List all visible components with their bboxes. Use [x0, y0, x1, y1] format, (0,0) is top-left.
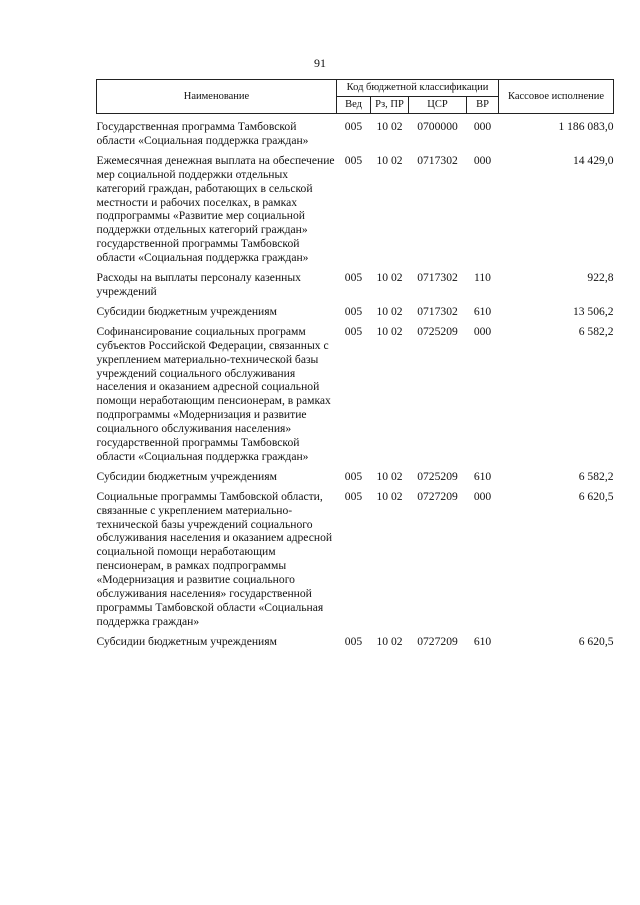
header-ved: Вед — [337, 97, 371, 114]
row-vr: 000 — [473, 153, 492, 167]
row-name: Субсидии бюджетным учреждениям — [96, 469, 277, 483]
budget-table — [96, 79, 614, 655]
row-amount: 6 620,5 — [578, 489, 614, 503]
row-vr: 000 — [473, 120, 492, 133]
row-name: Социальные программы Тамбовской области, связанные с укреплением материально-технической базы учреждений социального обслуживания населения и оказанием адресной социальной помощи неработающим пенсионерам, в рамках подпрограммы «Модернизация и развитие социального обслуживания населения» государственной программы Тамбовской области «Социальная поддержка граждан» — [96, 489, 333, 628]
row-csr: 0727209 — [417, 634, 458, 648]
row-ved: 005 — [344, 153, 363, 167]
row-rzpr: 10 02 — [376, 489, 403, 503]
row-vr: 000 — [473, 489, 492, 503]
table-row — [97, 271, 614, 305]
row-amount: 13 506,2 — [572, 304, 614, 318]
table-row — [97, 305, 614, 325]
header-code-group: Код бюджетной классификации — [337, 80, 499, 97]
row-rzpr: 10 02 — [376, 304, 403, 318]
row-amount: 922,8 — [587, 271, 614, 285]
page-number: 91 — [314, 56, 326, 70]
header-name: Наименование — [97, 80, 337, 114]
row-vr: 000 — [473, 324, 492, 338]
row-ved: 005 — [344, 304, 363, 318]
row-csr: 0717302 — [417, 304, 458, 318]
row-name: Субсидии бюджетным учреждениям — [96, 304, 277, 318]
table-row — [97, 635, 614, 655]
row-name: Государственная программа Тамбовской области «Социальная поддержка граждан» — [96, 120, 309, 147]
header-amount: Кассовое исполнение — [499, 80, 614, 114]
table-row — [97, 490, 614, 635]
row-vr: 610 — [473, 304, 492, 318]
row-vr: 610 — [473, 469, 492, 483]
row-rzpr: 10 02 — [376, 634, 403, 648]
row-ved: 005 — [344, 271, 363, 285]
row-csr: 0717302 — [417, 271, 458, 285]
row-csr: 0700000 — [417, 120, 458, 133]
row-rzpr: 10 02 — [376, 469, 403, 483]
row-ved: 005 — [344, 634, 363, 648]
table-row — [97, 154, 614, 271]
row-vr: 110 — [474, 271, 491, 285]
row-rzpr: 10 02 — [376, 324, 403, 338]
header-csr: ЦСР — [409, 97, 467, 114]
table-row — [97, 470, 614, 490]
row-name: Ежемесячная денежная выплата на обеспечение мер социальной поддержки отдельных категорий граждан, работающих в сельской местности и рабочих поселках, в рамках подпрограммы «Развитие мер социальной поддержки отдельных категорий граждан» государственной программы Тамбовской области «Социальная поддержка граждан» — [96, 153, 335, 265]
header-vr: ВР — [467, 97, 499, 114]
row-name: Расходы на выплаты персоналу казенных учреждений — [96, 271, 301, 298]
row-csr: 0717302 — [417, 153, 458, 167]
row-amount: 6 582,2 — [578, 469, 614, 483]
row-csr: 0725209 — [417, 469, 458, 483]
row-ved: 005 — [344, 489, 363, 503]
row-csr: 0725209 — [417, 324, 458, 338]
row-csr: 0727209 — [417, 489, 458, 503]
table-row — [97, 120, 614, 154]
row-ved: 005 — [344, 324, 363, 338]
row-name: Софинансирование социальных программ субъектов Российской Федерации, связанных с укреплением материально-технической базы учреждений социального обслуживания населения и оказанием адресной социальной помощи неработающим пенсионерам, в рамках подпрограммы «Модернизация и развитие социального обслуживания населения» государственной программы Тамбовской области «Социальная поддержка граждан» — [96, 324, 331, 463]
row-amount: 6 582,2 — [578, 324, 614, 338]
header-rzpr: Рз, ПР — [371, 97, 409, 114]
row-rzpr: 10 02 — [376, 271, 403, 285]
row-ved: 005 — [344, 469, 363, 483]
row-rzpr: 10 02 — [376, 153, 403, 167]
row-vr: 610 — [473, 634, 492, 648]
row-amount: 1 186 083,0 — [558, 120, 614, 133]
row-name: Субсидии бюджетным учреждениям — [96, 634, 277, 648]
row-ved: 005 — [344, 120, 363, 133]
row-amount: 14 429,0 — [572, 153, 614, 167]
table-row — [97, 325, 614, 470]
row-amount: 6 620,5 — [578, 634, 614, 648]
row-rzpr: 10 02 — [376, 120, 403, 133]
